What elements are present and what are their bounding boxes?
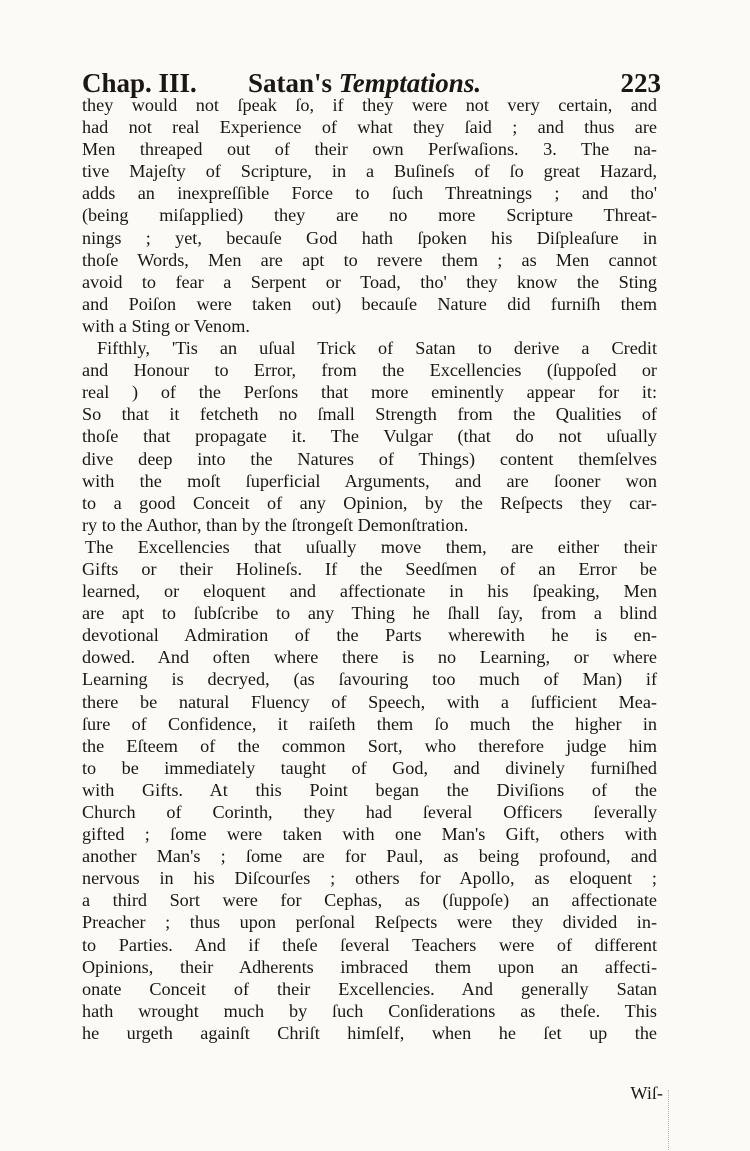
running-title-italic: Temptations. [338, 68, 482, 98]
text-line: dowed. And often where there is no Learning, or where [82, 647, 657, 668]
text-line: with Gifts. At this Point began the Diviſions of the [82, 779, 657, 800]
text-line: had not real Experience of what they ſaid ; and thus are [82, 117, 657, 138]
text-line: with the moſt ſuperficial Arguments, and are ſooner won [82, 470, 657, 491]
text-line: devotional Admiration of the Parts wherewith he is en- [82, 625, 657, 646]
text-line: tive Majeſty of Scripture, in a Buſineſs of ſo great Hazard, [82, 161, 657, 182]
text-line: Learning is decryed, (as ſavouring too much of Man) if [82, 669, 657, 690]
text-line: Gifts or their Holineſs. If the Seedſmen of an Error be [82, 558, 657, 579]
running-title [248, 66, 481, 100]
running-header [82, 66, 661, 100]
text-line: ſure of Confidence, it raiſeth them ſo much the higher in [82, 713, 657, 734]
text-line: to a good Conceit of any Opinion, by the Reſpects they car- [82, 492, 657, 513]
text-line: are apt to ſubſcribe to any Thing he ſhall ſay, from a blind [82, 603, 657, 624]
page-edge-mark [668, 1090, 670, 1150]
text-line: nervous in his Diſcourſes ; others for Apollo, as eloquent ; [82, 868, 657, 889]
text-line: adds an inexpreſſible Force to ſuch Threatnings ; and tho' [82, 183, 657, 204]
text-line: gifted ; ſome were taken with one Man's Gift, others with [82, 824, 657, 845]
text-line: and Poiſon were taken out) becauſe Nature did furniſh them [82, 293, 657, 314]
text-line: The Excellencies that uſually move them, are either their [85, 536, 657, 557]
chapter-heading: Chap. III. [82, 68, 197, 98]
text-line: Men threaped out of their own Perſwaſions. 3. The na- [82, 139, 657, 160]
text-line: he urgeth againſt Chriſt himſelf, when he ſet up the [82, 1022, 657, 1043]
text-line: and Honour to Error, from the Excellencies (ſuppoſed or [82, 360, 657, 381]
text-line: onate Conceit of their Excellencies. And generally Satan [82, 978, 657, 999]
text-line: real ) of the Perſons that more eminently appear for it: [82, 382, 657, 403]
page-number: 223 [620, 68, 661, 98]
text-line: to Parties. And if theſe ſeveral Teachers were of different [82, 934, 657, 955]
text-line: hath wrought much by ſuch Conſiderations as theſe. This [82, 1000, 657, 1021]
text-line: learned, or eloquent and affectionate in his ſpeaking, Men [82, 581, 657, 602]
text-line: avoid to fear a Serpent or Toad, tho' they know the Sting [82, 271, 657, 292]
text-line: Church of Corinth, they had ſeveral Officers ſeverally [82, 802, 657, 822]
text-line: Opinions, their Adherents imbraced them upon an affecti- [82, 956, 657, 977]
text-line: nings ; yet, becauſe God hath ſpoken his Diſpleaſure in [82, 227, 657, 248]
text-line: thoſe Words, Men are apt to revere them ; as Men cannot [82, 249, 657, 270]
text-line: with a Sting or Venom. [82, 315, 250, 336]
text-line: ry to the Author, than by the ſtrongeſt Demonſtration. [82, 514, 469, 535]
text-line: Preacher ; thus upon perſonal Reſpects were they divided in- [82, 912, 657, 933]
catchword: Wiſ- [630, 1083, 663, 1103]
text-line: a third Sort were for Cephas, as (ſuppoſe) an affectionate [82, 890, 657, 911]
text-line: thoſe that propagate it. The Vulgar (that do not uſually [82, 426, 657, 447]
text-line: (being miſapplied) they are no more Scripture Threat- [82, 205, 657, 226]
running-title-prefix: Satan's [248, 68, 333, 98]
body-text [82, 94, 657, 1044]
text-line: Fifthly, 'Tis an uſual Trick of Satan to derive a Credit [97, 338, 657, 359]
book-page [82, 66, 663, 1146]
text-line: dive deep into the Natures of Things) content themſelves [82, 448, 657, 469]
text-line: another Man's ; ſome are for Paul, as being profound, and [82, 846, 657, 867]
text-line: they would not ſpeak ſo, if they were not very certain, and [82, 95, 657, 115]
text-line: to be immediately taught of God, and divinely furniſhed [82, 757, 657, 778]
text-line: there be natural Fluency of Speech, with a ſufficient Mea- [82, 691, 657, 712]
text-line: So that it fetcheth no ſmall Strength from the Qualities of [82, 404, 657, 425]
text-line: the Eſteem of the common Sort, who therefore judge him [82, 735, 657, 756]
